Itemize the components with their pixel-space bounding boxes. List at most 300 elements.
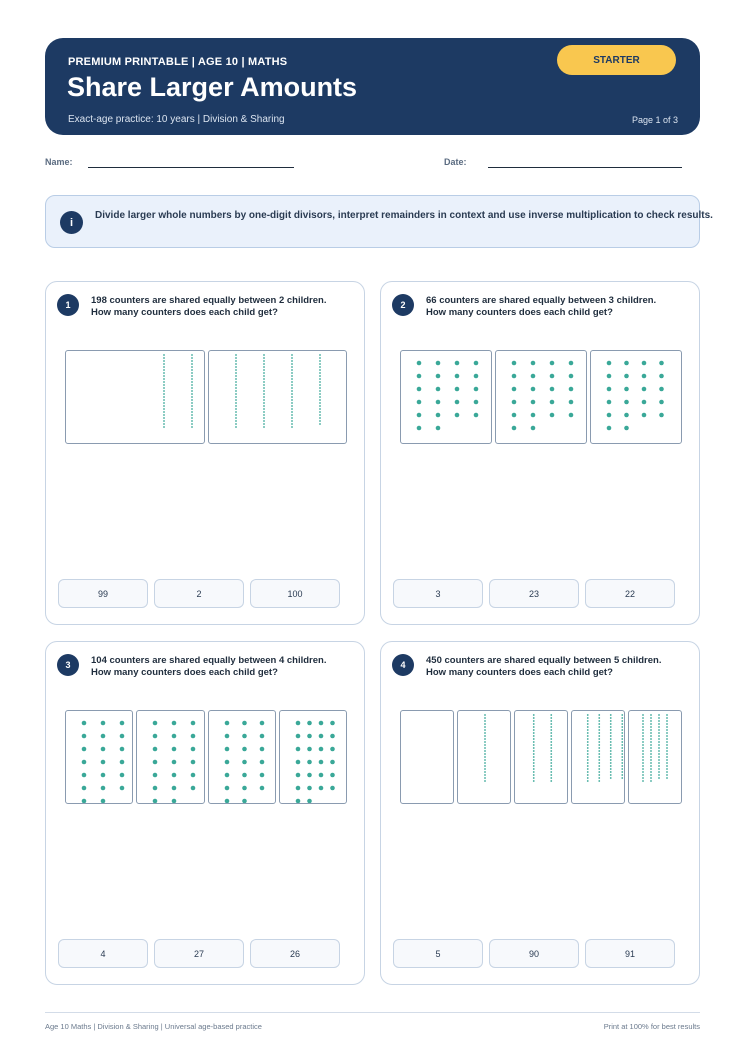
counter-dot xyxy=(224,799,229,803)
answer-option[interactable]: 26 xyxy=(250,939,340,968)
answer-option[interactable]: 100 xyxy=(250,579,340,608)
counter-dot xyxy=(658,765,660,767)
counter-dot xyxy=(587,738,589,740)
date-label: Date: xyxy=(444,157,467,167)
counter-dot xyxy=(650,759,652,761)
counter-dot xyxy=(263,417,265,419)
counter-group xyxy=(136,710,204,804)
counter-dot xyxy=(163,420,165,422)
counter-dot xyxy=(259,734,264,739)
counter-dot xyxy=(531,387,536,392)
counter-dot xyxy=(263,387,265,389)
counter-dot xyxy=(291,366,293,368)
counter-dot xyxy=(650,780,652,782)
counter-dot xyxy=(658,756,660,758)
counter-dot xyxy=(598,777,600,779)
counter-dot xyxy=(235,423,237,425)
counter-dot xyxy=(621,762,623,764)
counter-dot xyxy=(235,390,237,392)
question-card xyxy=(380,641,700,985)
counter-dot xyxy=(291,375,293,377)
counter-dot xyxy=(621,765,623,767)
counter-dot xyxy=(455,387,460,392)
answer-option[interactable]: 99 xyxy=(58,579,148,608)
counter-dot xyxy=(191,747,196,752)
counter-dot xyxy=(598,717,600,719)
counter-dot xyxy=(319,381,321,383)
counter-dot xyxy=(533,720,535,722)
counter-dot xyxy=(307,799,312,803)
counter-dot xyxy=(163,408,165,410)
question-card xyxy=(45,281,365,625)
counter-dot xyxy=(598,762,600,764)
counter-dot xyxy=(263,396,265,398)
counter-dot xyxy=(235,411,237,413)
counter-dot xyxy=(598,780,600,782)
counter-dot xyxy=(235,399,237,401)
counter-dot xyxy=(621,744,623,746)
question-number: 4 xyxy=(392,654,414,676)
counter-dot xyxy=(474,387,479,392)
counter-dot xyxy=(319,363,321,365)
counter-dot xyxy=(610,759,612,761)
counter-dot xyxy=(550,732,552,734)
question-text: 450 counters are shared equally between 5 children. How many counters does each child get? xyxy=(426,655,662,678)
counter-dot xyxy=(598,735,600,737)
footer-text: Age 10 Maths | Division & Sharing | Universal age-based practice xyxy=(45,1022,262,1031)
counter-dot xyxy=(642,732,644,734)
counter-dot xyxy=(295,799,300,803)
counter-dot xyxy=(484,768,486,770)
counter-dot xyxy=(610,768,612,770)
counter-dot xyxy=(621,777,623,779)
counter-dot xyxy=(291,414,293,416)
counter-dot xyxy=(191,375,193,377)
counter-dot xyxy=(191,411,193,413)
counter-dot xyxy=(191,381,193,383)
counter-dot xyxy=(666,777,668,779)
counter-dot xyxy=(263,360,265,362)
counter-dot xyxy=(224,786,229,791)
counter-dot xyxy=(587,720,589,722)
counter-dot xyxy=(330,773,335,778)
counter-dot xyxy=(650,741,652,743)
counter-dot xyxy=(235,426,237,428)
counter-dot xyxy=(658,735,660,737)
counter-dot xyxy=(659,400,664,405)
counter-dot xyxy=(263,414,265,416)
counter-dot xyxy=(191,402,193,404)
header-subtitle: Exact-age practice: 10 years | Division & Sharing xyxy=(68,114,285,125)
counter-dot xyxy=(550,741,552,743)
counter-dot xyxy=(666,750,668,752)
counter-dot xyxy=(550,753,552,755)
counter-dot xyxy=(587,717,589,719)
counter-dot xyxy=(610,720,612,722)
counter-dot xyxy=(163,396,165,398)
counter-dot xyxy=(291,402,293,404)
counter-dot xyxy=(242,734,247,739)
counter-dot xyxy=(484,726,486,728)
counter-dot xyxy=(263,426,265,428)
counter-dot xyxy=(191,417,193,419)
counter-dot xyxy=(658,726,660,728)
counter-dot xyxy=(642,729,644,731)
counter-dot xyxy=(153,773,158,778)
counter-dot xyxy=(598,774,600,776)
counter-dot xyxy=(263,375,265,377)
counter-dot xyxy=(307,786,312,791)
counter-dot xyxy=(235,360,237,362)
counter-dot xyxy=(512,400,517,405)
counter-dot xyxy=(531,400,536,405)
counter-dot xyxy=(650,771,652,773)
counter-dot xyxy=(621,735,623,737)
answer-option[interactable]: 22 xyxy=(585,579,675,608)
counter-dot xyxy=(484,753,486,755)
name-field[interactable] xyxy=(88,167,294,168)
counter-dot xyxy=(642,753,644,755)
counter-dot xyxy=(642,726,644,728)
counter-dot xyxy=(587,753,589,755)
counter-dot xyxy=(319,390,321,392)
counter-dot xyxy=(621,750,623,752)
counter-group xyxy=(514,710,568,804)
counter-dot xyxy=(474,413,479,418)
counter-dot xyxy=(484,738,486,740)
counter-dot xyxy=(642,413,647,418)
counter-dot xyxy=(436,413,441,418)
counter-dot xyxy=(153,786,158,791)
counter-dot xyxy=(533,750,535,752)
counter-dot xyxy=(621,726,623,728)
counter-dot xyxy=(550,756,552,758)
counter-dot xyxy=(533,723,535,725)
counter-dot xyxy=(650,717,652,719)
counter-dot xyxy=(82,799,87,803)
counter-dot xyxy=(163,414,165,416)
counter-group xyxy=(628,710,682,804)
counter-dot xyxy=(291,405,293,407)
counter-dot xyxy=(598,732,600,734)
counter-dot xyxy=(163,411,165,413)
date-field[interactable] xyxy=(488,167,682,168)
counter-dot xyxy=(642,744,644,746)
counter-dot xyxy=(666,723,668,725)
counter-dot xyxy=(587,777,589,779)
counter-dot xyxy=(295,721,300,726)
counter-dot xyxy=(666,741,668,743)
counter-dot xyxy=(607,387,612,392)
counter-dot xyxy=(191,357,193,359)
counter-dot xyxy=(598,768,600,770)
counter-dot xyxy=(291,372,293,374)
counter-dot xyxy=(621,747,623,749)
answer-options xyxy=(393,579,675,608)
counter-dot xyxy=(172,760,177,765)
counter-dot xyxy=(153,799,158,803)
counter-dot xyxy=(319,414,321,416)
counter-dot xyxy=(163,375,165,377)
counter-dot xyxy=(550,714,552,716)
counter-dot xyxy=(569,413,574,418)
counter-dot xyxy=(650,750,652,752)
counter-dot xyxy=(242,760,247,765)
counter-dot xyxy=(658,750,660,752)
name-label: Name: xyxy=(45,157,73,167)
counter-dot xyxy=(235,369,237,371)
counter-dot xyxy=(666,729,668,731)
counter-groups xyxy=(400,350,682,444)
counter-dot xyxy=(598,738,600,740)
counter-dot xyxy=(191,760,196,765)
counter-dot xyxy=(550,780,552,782)
counter-dot xyxy=(666,735,668,737)
counter-dot xyxy=(569,400,574,405)
counter-dot xyxy=(621,717,623,719)
counter-dot xyxy=(291,399,293,401)
counter-dot xyxy=(658,723,660,725)
counter-dot xyxy=(163,402,165,404)
counter-dot xyxy=(666,762,668,764)
counter-group xyxy=(65,350,205,444)
counter-dot xyxy=(417,413,422,418)
counter-group xyxy=(208,350,348,444)
counter-dot xyxy=(163,381,165,383)
counter-dot xyxy=(642,738,644,740)
counter-dot xyxy=(666,732,668,734)
answer-option[interactable]: 3 xyxy=(393,579,483,608)
counter-dot xyxy=(417,374,422,379)
counter-dot xyxy=(101,734,106,739)
counter-dot xyxy=(295,760,300,765)
counter-dot xyxy=(191,734,196,739)
question-text: 198 counters are shared equally between 2 children. How many counters does each child get? xyxy=(91,295,327,318)
counter-dot xyxy=(610,726,612,728)
counter-dot xyxy=(101,773,106,778)
counter-dot xyxy=(319,357,321,359)
answer-option[interactable]: 4 xyxy=(58,939,148,968)
counter-dot xyxy=(642,714,644,716)
counter-dot xyxy=(610,765,612,767)
answer-option[interactable]: 5 xyxy=(393,939,483,968)
answer-options xyxy=(393,939,675,968)
counter-dot xyxy=(172,721,177,726)
counter-dot xyxy=(598,729,600,731)
counter-group xyxy=(400,710,454,804)
counter-dot xyxy=(650,714,652,716)
counter-dot xyxy=(621,738,623,740)
answer-option[interactable]: 27 xyxy=(154,939,244,968)
counter-dot xyxy=(163,387,165,389)
counter-dot xyxy=(550,387,555,392)
counter-dot xyxy=(484,744,486,746)
counter-dot xyxy=(318,773,323,778)
counter-group xyxy=(65,710,133,804)
counter-dot xyxy=(598,750,600,752)
counter-dot xyxy=(587,732,589,734)
counter-dot xyxy=(474,374,479,379)
counter-dot xyxy=(291,426,293,428)
counter-dot xyxy=(621,723,623,725)
answer-option[interactable]: 91 xyxy=(585,939,675,968)
counter-dot xyxy=(291,420,293,422)
counter-dot xyxy=(455,400,460,405)
counter-dot xyxy=(642,768,644,770)
counter-dot xyxy=(474,400,479,405)
counter-dot xyxy=(191,366,193,368)
counter-dot xyxy=(295,747,300,752)
counter-group xyxy=(495,350,587,444)
counter-dot xyxy=(484,777,486,779)
counter-dot xyxy=(587,774,589,776)
counter-dot xyxy=(330,721,335,726)
counter-dot xyxy=(658,768,660,770)
counter-dot xyxy=(550,726,552,728)
counter-dot xyxy=(624,413,629,418)
counter-dot xyxy=(484,729,486,731)
counter-dot xyxy=(263,423,265,425)
counter-dot xyxy=(658,759,660,761)
counter-dot xyxy=(417,361,422,366)
counter-dot xyxy=(291,363,293,365)
counter-dot xyxy=(607,400,612,405)
counter-dot xyxy=(484,780,486,782)
counter-dot xyxy=(642,723,644,725)
counter-dot xyxy=(610,741,612,743)
counter-dot xyxy=(550,738,552,740)
counter-dot xyxy=(621,771,623,773)
counter-dot xyxy=(658,771,660,773)
counter-groups xyxy=(65,350,347,444)
counter-dot xyxy=(587,768,589,770)
counter-dot xyxy=(172,799,177,803)
counter-dot xyxy=(263,381,265,383)
counter-dot xyxy=(610,723,612,725)
counter-dot xyxy=(263,411,265,413)
counter-dot xyxy=(318,734,323,739)
counter-dot xyxy=(484,774,486,776)
counter-dot xyxy=(484,714,486,716)
footer-divider xyxy=(45,1012,700,1013)
answer-option[interactable]: 90 xyxy=(489,939,579,968)
counter-dot xyxy=(650,756,652,758)
counter-dot xyxy=(642,777,644,779)
counter-dot xyxy=(319,405,321,407)
counter-dot xyxy=(550,762,552,764)
info-icon: i xyxy=(60,211,83,234)
counter-dot xyxy=(598,741,600,743)
counter-dot xyxy=(120,786,125,791)
counter-dot xyxy=(484,717,486,719)
counter-dot xyxy=(319,402,321,404)
counter-dot xyxy=(642,741,644,743)
counter-dot xyxy=(120,721,125,726)
counter-dot xyxy=(319,393,321,395)
counter-dot xyxy=(621,774,623,776)
counter-dot xyxy=(533,741,535,743)
counter-dot xyxy=(621,714,623,716)
counter-dot xyxy=(235,405,237,407)
counter-group xyxy=(400,350,492,444)
counter-dot xyxy=(291,381,293,383)
counter-dot xyxy=(569,374,574,379)
counter-dot xyxy=(659,374,664,379)
answer-option[interactable]: 23 xyxy=(489,579,579,608)
counter-dot xyxy=(659,387,664,392)
counter-dot xyxy=(163,423,165,425)
counter-dot xyxy=(235,357,237,359)
counter-dot xyxy=(610,744,612,746)
counter-dot xyxy=(455,374,460,379)
counter-dot xyxy=(242,773,247,778)
counter-dot xyxy=(242,747,247,752)
counter-dot xyxy=(191,354,193,356)
counter-dot xyxy=(550,774,552,776)
counter-dot xyxy=(587,726,589,728)
counter-dot xyxy=(191,363,193,365)
counter-dot xyxy=(658,762,660,764)
counter-dot xyxy=(642,720,644,722)
counter-dot xyxy=(484,723,486,725)
counter-dot xyxy=(163,384,165,386)
counter-dot xyxy=(642,750,644,752)
counter-dot xyxy=(666,744,668,746)
counter-dot xyxy=(291,393,293,395)
counter-dot xyxy=(666,747,668,749)
counter-dot xyxy=(436,374,441,379)
counter-dot xyxy=(417,387,422,392)
counter-dot xyxy=(82,734,87,739)
instructions-box xyxy=(45,195,713,248)
counter-dot xyxy=(666,759,668,761)
counter-dot xyxy=(263,399,265,401)
counter-dot xyxy=(658,720,660,722)
counter-dot xyxy=(163,390,165,392)
counter-dot xyxy=(319,408,321,410)
counter-dot xyxy=(650,720,652,722)
counter-dot xyxy=(191,378,193,380)
counter-dot xyxy=(533,777,535,779)
counter-dot xyxy=(650,753,652,755)
counter-dot xyxy=(242,799,247,803)
counter-dot xyxy=(484,756,486,758)
counter-dot xyxy=(624,426,629,431)
counter-dot xyxy=(291,387,293,389)
page-title: Share Larger Amounts xyxy=(67,72,358,102)
counter-dot xyxy=(318,747,323,752)
counter-dot xyxy=(607,361,612,366)
counter-dot xyxy=(235,375,237,377)
counter-dot xyxy=(330,786,335,791)
counter-dot xyxy=(666,768,668,770)
question-card xyxy=(380,281,700,625)
counter-dot xyxy=(484,765,486,767)
counter-dot xyxy=(650,738,652,740)
counter-dot xyxy=(191,426,193,428)
counter-dot xyxy=(607,426,612,431)
counter-dot xyxy=(319,411,321,413)
answer-option[interactable]: 2 xyxy=(154,579,244,608)
counter-dot xyxy=(658,738,660,740)
counter-dot xyxy=(666,774,668,776)
counter-dot xyxy=(650,774,652,776)
counter-dot xyxy=(587,735,589,737)
counter-dot xyxy=(610,747,612,749)
question-text: 66 counters are shared equally between 3 children. How many counters does each child get? xyxy=(426,295,657,318)
counter-dot xyxy=(101,799,106,803)
counter-dot xyxy=(550,759,552,761)
